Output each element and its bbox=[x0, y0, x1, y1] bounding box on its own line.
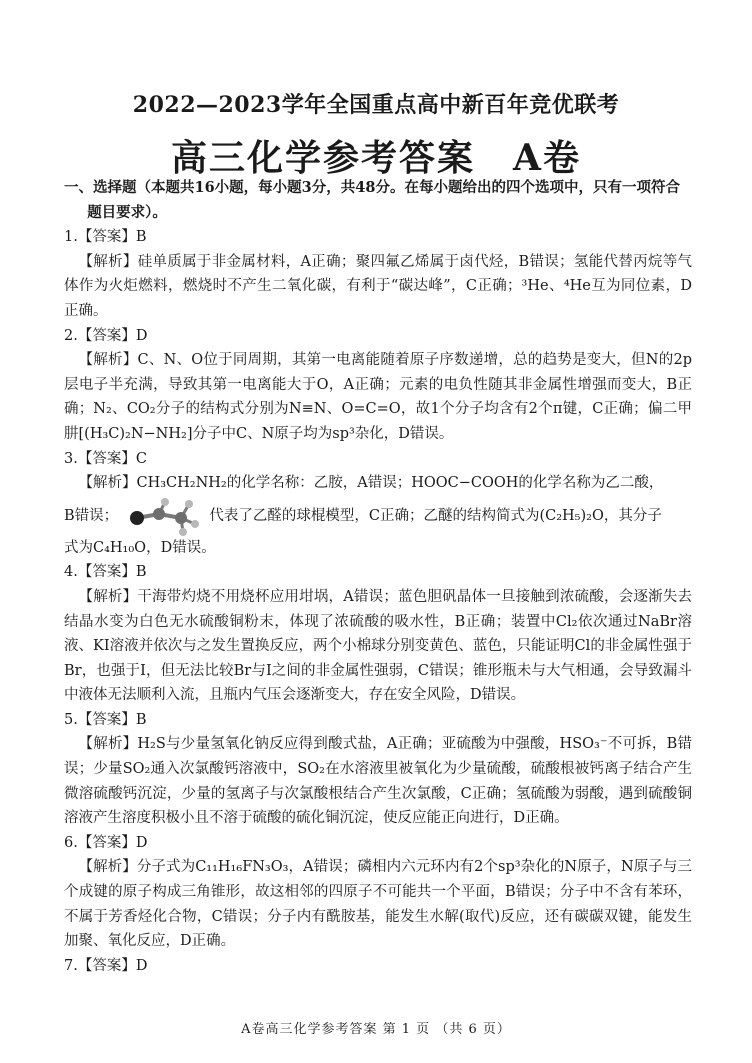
answer-1: 1.【答案】B bbox=[64, 229, 147, 246]
answer-3: 3.【答案】C bbox=[64, 450, 147, 467]
answer-key-title: 高三化学参考答案 A卷 bbox=[171, 137, 581, 179]
exam-title: 2022—2023学年全国重点高中新百年竞优联考 bbox=[132, 92, 620, 118]
acetaldehyde-ball-stick-model bbox=[123, 496, 205, 536]
oxygen-atom bbox=[130, 511, 144, 525]
explanation-3b-post: 代表了乙醛的球棍模型，C正确；乙醚的结构简式为(C₂H₅)₂O，其分子 bbox=[209, 507, 662, 524]
explanation-2: 【解析】C、N、O位于同周期，其第一电离能随着原子序数递增，总的趋势是变大，但N的2p层电子半充满，导致其第一电离能大于O，A正确；元素的电负性随其非金属性增强而变大，B正确；N₂、CO₂分子的结构式分别为N≡N、O=C=O，故1个分子均含有2个π键，C正确；偏二甲肼[(H₃C)₂N−NH₂]分子中C、N原子均为sp³杂化，D错误。 bbox=[64, 352, 692, 442]
hydrogen-atom bbox=[161, 498, 169, 506]
answer-7: 7.【答案】D bbox=[64, 957, 148, 974]
explanation-5: 【解析】H₂S与少量氢氧化钠反应得到酸式盐，A正确；亚硫酸为中强酸，HSO₃⁻不可拆，B错误；少量SO₂通入次氯酸钙溶液中，SO₂在水溶液里被氧化为少量硫酸，硫酸根被钙离子结合产生微溶硫酸钙沉淀，少量的氢离子与次氯酸根结合产生次氯酸，C正确；氢硫酸为弱酸，遇到硫酸铜溶液产生溶度积极小且不溶于硫酸的硫化铜沉淀，使反应能正向进行，D正确。 bbox=[64, 736, 692, 827]
carbon-atom bbox=[153, 508, 165, 520]
answer-4: 4.【答案】B bbox=[64, 564, 147, 581]
page-footer: A卷高三化学参考答案 第 1 页 （共 6 页） bbox=[241, 1022, 511, 1037]
answer-content bbox=[64, 176, 692, 978]
explanation-4: 【解析】干海带灼烧不用烧杯应用坩埚，A错误；蓝色胆矾晶体一旦接触到浓硫酸，会逐渐失去结晶水变为白色无水硫酸铜粉末，体现了浓硫酸的吸水性，B正确；装置中Cl₂依次通过NaBr溶液、KI溶液并依次与之发生置换反应，两个小棉球分别变黄色、蓝色，只能证明Cl的非金属性强于Br，也强于I，但无法比较Br与I之间的非金属性强弱，C错误；锥形瓶未与大气相通，会导致漏斗中液体无法顺利入流，且瓶内气压会逐渐变大，存在安全风险，D错误。 bbox=[64, 588, 692, 704]
hydrogen-atom bbox=[179, 528, 187, 536]
carbon-atom bbox=[175, 512, 187, 524]
explanation-1: 【解析】硅单质属于非金属材料，A正确；聚四氟乙烯属于卤代烃，B错误；氢能代替丙烷等气体作为火炬燃料，燃烧时不产生二氧化碳，有利于“碳达峰”，C正确；³He、⁴He互为同位素，D正确。 bbox=[64, 253, 692, 319]
explanation-3b bbox=[64, 496, 692, 536]
explanation-6: 【解析】分子式为C₁₁H₁₆FN₃O₃，A错误；磷相内六元环内有2个sp³杂化的N原子，N原子与三个成键的原子构成三角锥形，故这相邻的四原子不可能共一个平面，B错误；分子中不含有苯环，不属于芳香烃化合物，C错误；分子内有酰胺基，能发生水解(取代)反应，还有碳碳双键，能发生加聚、氧化反应，D正确。 bbox=[64, 859, 692, 950]
explanation-3b-pre: B错误； bbox=[64, 507, 119, 524]
hydrogen-atom bbox=[185, 500, 193, 508]
answer-2: 2.【答案】D bbox=[64, 327, 148, 344]
explanation-3a: 【解析】CH₃CH₂NH₂的化学名称：乙胺，A错误；HOOC−COOH的化学名称为乙二酸， bbox=[78, 475, 664, 492]
answer-5: 5.【答案】B bbox=[64, 711, 147, 728]
hydrogen-atom bbox=[191, 520, 199, 528]
section-heading: 一、选择题（本题共16小题，每小题3分，共48分。在每小题给出的四个选项中，只有一项符合题目要求）。 bbox=[64, 179, 680, 221]
explanation-3c: 式为C₄H₁₀O，D错误。 bbox=[64, 539, 216, 556]
answer-6: 6.【答案】D bbox=[64, 834, 148, 851]
